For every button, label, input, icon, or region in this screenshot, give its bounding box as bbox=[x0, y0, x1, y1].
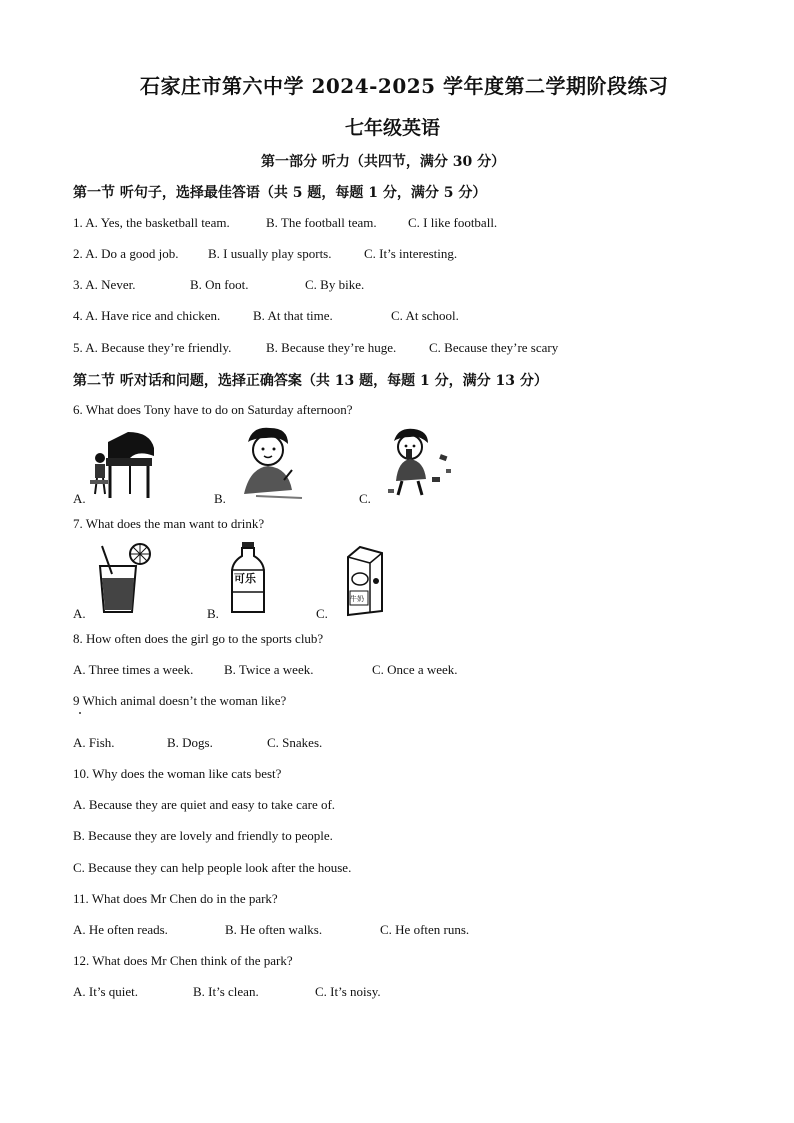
boy-cleaning-icon bbox=[380, 425, 460, 500]
juice-glass-icon bbox=[92, 540, 157, 615]
q10-option-a: A. Because they are quiet and easy to take care of. bbox=[73, 797, 336, 812]
q12-option-a: A. It’s quiet. bbox=[73, 984, 138, 999]
q4-option-b: B. At that time. bbox=[253, 308, 333, 323]
q6-label-c: C. bbox=[359, 491, 371, 506]
page-subtitle: 七年级英语 bbox=[345, 117, 441, 139]
q12-text: 12. What does Mr Chen think of the park? bbox=[73, 953, 293, 968]
q7-label-b: B. bbox=[207, 606, 219, 621]
q8-option-a: A. Three times a week. bbox=[73, 662, 194, 677]
q6-text: 6. What does Tony have to do on Saturday afternoon? bbox=[73, 402, 353, 417]
q11-option-a: A. He often reads. bbox=[73, 922, 168, 937]
q11-option-b: B. He often walks. bbox=[225, 922, 323, 937]
q3-option-b: B. On foot. bbox=[190, 277, 249, 292]
q8-option-c: C. Once a week. bbox=[372, 662, 458, 677]
q1-option-c: C. I like football. bbox=[408, 215, 498, 230]
milk-carton-label: 牛奶 bbox=[350, 595, 364, 603]
q10-text: 10. Why does the woman like cats best? bbox=[73, 766, 282, 781]
q9-option-b: B. Dogs. bbox=[167, 735, 213, 750]
part-one-heading: 第一部分 听力（共四节，满分 30 分） bbox=[261, 154, 506, 170]
q5-option-c: C. Because they’re scary bbox=[429, 340, 559, 355]
page-title: 石家庄市第六中学 2024-2025 学年度第二学期阶段练习 bbox=[140, 74, 669, 98]
boy-writing-icon bbox=[230, 424, 310, 502]
q4-option-c: C. At school. bbox=[391, 308, 459, 323]
q12-option-c: C. It’s noisy. bbox=[315, 984, 381, 999]
q5-option-b: B. Because they’re huge. bbox=[266, 340, 397, 355]
q1-option-a: 1. A. Yes, the basketball team. bbox=[73, 215, 230, 230]
q11-text: 11. What does Mr Chen do in the park? bbox=[73, 891, 278, 906]
q7-text: 7. What does the man want to drink? bbox=[73, 516, 265, 531]
piano-icon bbox=[88, 428, 158, 503]
q4-option-a: 4. A. Have rice and chicken. bbox=[73, 308, 221, 323]
q9-option-c: C. Snakes. bbox=[267, 735, 323, 750]
q1-option-b: B. The football team. bbox=[266, 215, 377, 230]
q11-option-c: C. He often runs. bbox=[380, 922, 470, 937]
q10-option-b: B. Because they are lovely and friendly to people. bbox=[73, 828, 333, 843]
q7-label-c: C. bbox=[316, 606, 328, 621]
q6-label-b: B. bbox=[214, 491, 226, 506]
q8-option-b: B. Twice a week. bbox=[224, 662, 314, 677]
q2-option-c: C. It’s interesting. bbox=[364, 246, 458, 261]
q6-label-a: A. bbox=[73, 491, 86, 506]
q5-option-a: 5. A. Because they’re friendly. bbox=[73, 340, 232, 355]
q9-option-a: A. Fish. bbox=[73, 735, 115, 750]
q2-option-a: 2. A. Do a good job. bbox=[73, 246, 179, 261]
q8-text: 8. How often does the girl go to the sports club? bbox=[73, 631, 324, 646]
q10-option-c: C. Because they can help people look after the house. bbox=[73, 860, 352, 875]
stray-dot bbox=[79, 712, 81, 714]
q3-option-c: C. By bike. bbox=[305, 277, 365, 292]
cola-bottle-label: 可乐 bbox=[234, 572, 256, 585]
q9-text: 9 Which animal doesn’t the woman like? bbox=[73, 693, 287, 708]
q2-option-b: B. I usually play sports. bbox=[208, 246, 332, 261]
section-one-heading: 第一节 听句子，选择最佳答语（共 5 题，每题 1 分，满分 5 分） bbox=[73, 185, 487, 201]
milk-carton-icon bbox=[340, 545, 386, 617]
section-two-heading: 第二节 听对话和问题，选择正确答案（共 13 题，每题 1 分，满分 13 分） bbox=[73, 373, 548, 389]
q12-option-b: B. It’s clean. bbox=[193, 984, 259, 999]
q3-option-a: 3. A. Never. bbox=[73, 277, 136, 292]
q7-label-a: A. bbox=[73, 606, 86, 621]
